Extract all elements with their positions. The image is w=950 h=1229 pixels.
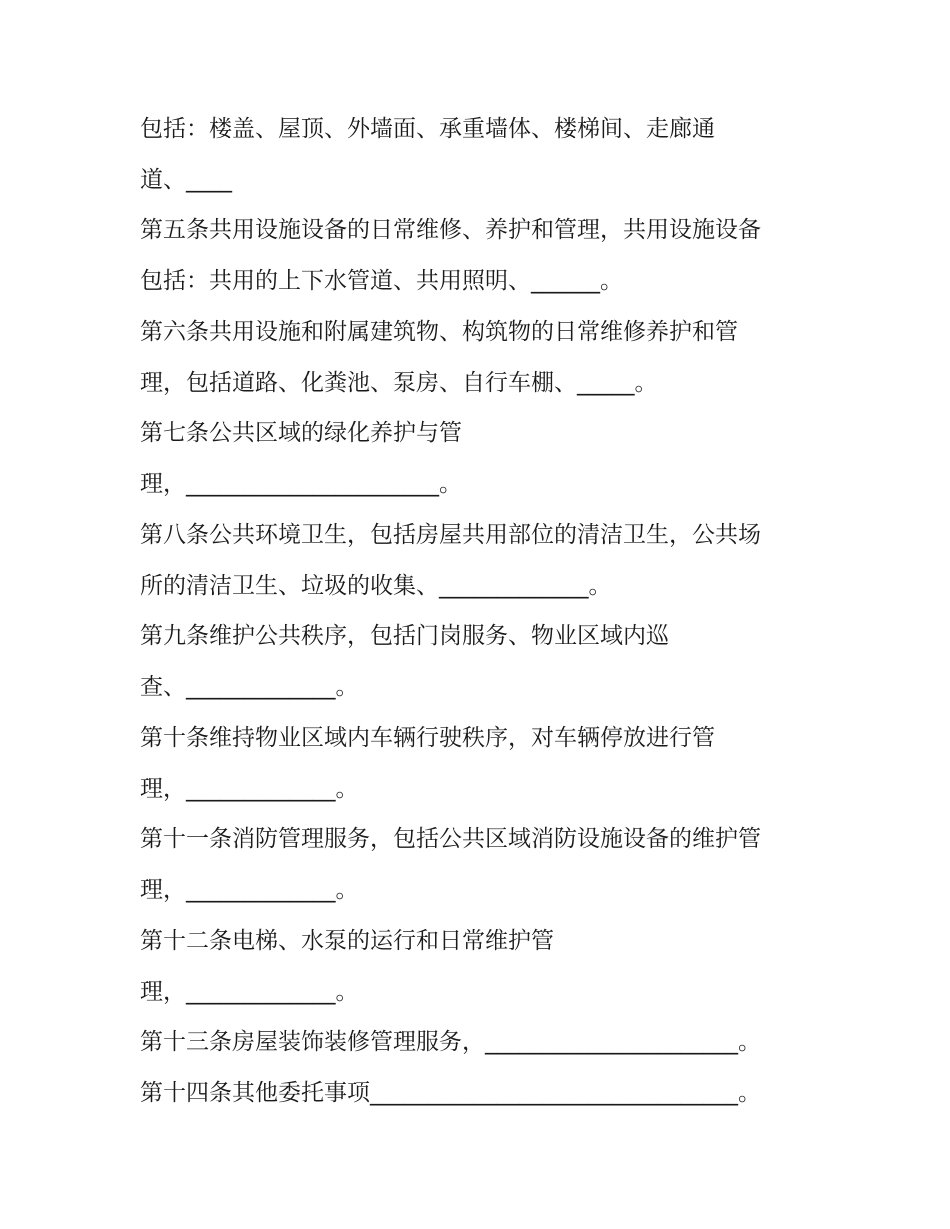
article-12-line-2: 理，_____________。 bbox=[140, 979, 359, 1005]
article-13-line: 第十三条房屋装饰装修管理服务，______________________。 bbox=[140, 1029, 761, 1055]
article-10-line-1: 第十条维持物业区域内车辆行驶秩序，对车辆停放进行管 bbox=[140, 725, 715, 751]
article-11-line-1: 第十一条消防管理服务，包括公共区域消防设施设备的维护管 bbox=[140, 826, 761, 852]
article-9-line-1: 第九条维护公共秩序，包括门岗服务、物业区域内巡 bbox=[140, 623, 669, 649]
article-6-line-1: 第六条共用设施和附属建筑物、构筑物的日常维修养护和管 bbox=[140, 319, 738, 345]
article-11-line-2: 理，_____________。 bbox=[140, 877, 359, 903]
article-6-line-2: 理，包括道路、化粪池、泵房、自行车棚、_____。 bbox=[140, 370, 658, 396]
article-7-line-1: 第七条公共区域的绿化养护与管 bbox=[140, 420, 462, 446]
article-8-line-2: 所的清洁卫生、垃圾的收集、_____________。 bbox=[140, 573, 612, 599]
text-line-2: 道、____ bbox=[140, 167, 232, 193]
article-14-line: 第十四条其他委托事项________________________________。 bbox=[140, 1080, 761, 1106]
article-9-line-2: 查、_____________。 bbox=[140, 674, 359, 700]
article-12-line-1: 第十二条电梯、水泵的运行和日常维护管 bbox=[140, 928, 554, 954]
article-5-line-2: 包括：共用的上下水管道、共用照明、______。 bbox=[140, 268, 623, 294]
text-line-1: 包括：楼盖、屋顶、外墙面、承重墙体、楼梯间、走廊通 bbox=[140, 116, 715, 142]
article-10-line-2: 理，_____________。 bbox=[140, 776, 359, 802]
article-5-line-1: 第五条共用设施设备的日常维修、养护和管理，共用设施设备 bbox=[140, 217, 761, 243]
article-8-line-1: 第八条公共环境卫生，包括房屋共用部位的清洁卫生，公共场 bbox=[140, 522, 761, 548]
article-7-line-2: 理，______________________。 bbox=[140, 471, 462, 497]
